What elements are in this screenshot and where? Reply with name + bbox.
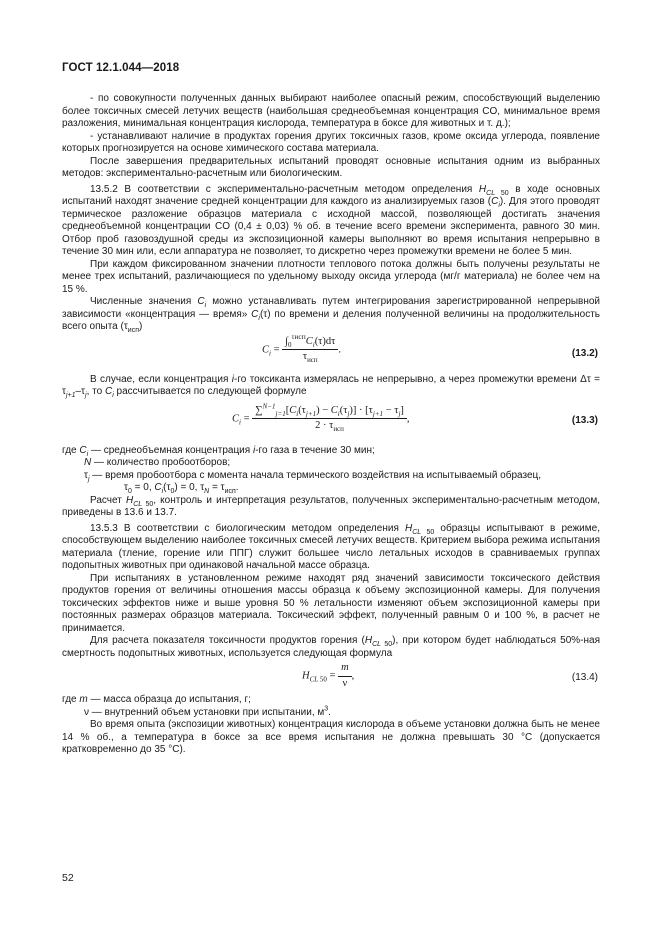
paragraph-hcl50: Для расчета показателя токсичности продуктов горения $(H_{CL 50})$, при котором будет наблюдаться 50%-ная смертность подопытных животных, используется следующая формула bbox=[62, 635, 600, 659]
def-v: ν — внутренний объем установки при испытании, $м^3$. bbox=[84, 705, 331, 718]
paragraph-3: После завершения предварительных испытаний проводят основные испытания одним из выбранных методов: экспериментально-расчетным или биологическим. bbox=[62, 155, 600, 179]
paragraph-13-5-2: 13.5.2 В соответствии с экспериментально-расчетным методом определения $H_{CL 50}$ в ходе основных испытаний находят значение средней концентрации для каждого из анализируемых газов $(C_i)$. Для этого проводят термическое разложение образцов материала с исходной массой, позволяющей достигать значения среднеобъемной концентрации CO (0,4 ± 0,03) % об. в течение всего времени эксперимента, равного 30 мин. Отбор проб газовоздушной среды из экспозиционной камеры выполняют во время испытания непрерывно в течение 30 мин или, если аппаратура не позволяет, то дискретно через промежутки времени не более 5 мин. bbox=[62, 183, 600, 257]
def-tau-conditions: $\tau_0 = 0$, $C_i(\tau_0) = 0$, $\tau_N = \tau_{исп}$. bbox=[124, 482, 239, 495]
def-tau: $\tau_j$ — время пробоотбора с момента начала термического воздействия на испытываемый образец, bbox=[84, 469, 542, 483]
paragraph-2: - устанавливают наличие в продуктах горения других токсичных газов, кроме оксида углерода, появление которых прогнозируется на основе химического состава материала. bbox=[62, 130, 600, 154]
paragraph-results: При каждом фиксированном значении плотности теплового потока должны быть получены результаты не менее трех испытаний, различающиеся по удельному выходу оксида углерода (мг/г материала) не более чем на 15 %. bbox=[62, 258, 600, 295]
formula-13-4: $H_{CL 50}$ = $\frac{m}{\nu}$ , (13.4) bbox=[302, 662, 598, 689]
formula-number-13-4: (13.4) bbox=[571, 672, 598, 683]
paragraph-1: - по совокупности полученных данных выбирают наиболее опасный режим, способствующий выделению более токсичных смесей летучих веществ (наибольшая среднеобъемная концентрация CO, минимальное время разложения, минимальная концентрация кислорода, температура в боксе для животных и т. д.); bbox=[62, 93, 600, 129]
definitions-13-4 bbox=[62, 694, 600, 719]
paragraph-calculation: Расчет $H_{CL 50}$, контроль и интерпретация результатов, полученных экспериментально-расчетным методом, приведены в 13.6 и 13.7. bbox=[62, 494, 601, 518]
paragraph-discrete: В случае, если концентрация i-го токсиканта измерялась не непрерывно, а через промежутки времени $\Delta\tau = \tau_{j+1}-\tau_j$, то $C_i$ рассчитывается по следующей формуле bbox=[62, 373, 600, 399]
formula-number-13-3: (13.3) bbox=[571, 414, 598, 426]
page-body bbox=[62, 93, 600, 757]
paragraph-numeric-values: Численные значения $C_i$ можно устанавливать путем интегрирования зарегистрированной непрерывной зависимости «концентрация — время» $C_i(\tau)$ по времени и деления полученной величины на продолжительность всего опыта $(\tau_{исп})$ bbox=[62, 296, 600, 334]
standard-header: ГОСТ 12.1.044—2018 bbox=[62, 62, 180, 74]
paragraph-13-5-3: 13.5.3 В соответствии с биологическим методом определения $H_{CL 50}$ образцы испытывают в режиме, способствующем выделению наиболее токсичных смесей летучих веществ. Критерием выбора режима испытания материала (тление, горение или ППГ) служит большее число летальных исходов в сравниваемых группах подопытных животных при одинаковой начальной массе образца. bbox=[62, 522, 600, 571]
definitions-13-3 bbox=[62, 445, 600, 495]
formula-number-13-2: (13.2) bbox=[571, 347, 598, 359]
formula-13-3: $C_i$ = $\frac{\sum^{N-1}_{j=1}[C_i(\tau_{j+1}) - C_i(\tau_j)] \cdot [\tau_{j+1} - \tau_j]}{2 \cdot \tau_{исп}}$ , (13.3) bbox=[232, 402, 598, 434]
paragraph-oxygen: Во время опыта (экспозиции животных) концентрация кислорода в объеме установки должна быть не менее 14 % об., а температура в боксе за все время испытания не должна превышать 30 °С (допускается кратковременно до 35 °С). bbox=[62, 719, 600, 755]
def-ci: где $C_i$ — среднеобъемная концентрация i-го газа в течение 30 мин; bbox=[62, 444, 375, 458]
paragraph-tests: При испытаниях в установленном режиме находят ряд значений зависимости токсического действия продуктов горения от величины отношения массы образца к объему экспозиционной камеры. Для получения токсических эффектов ниже и выше уровня 50 % летальности изменяют объем экспозиционной камеры при постоянных размерах образцов материала. Токсический эффект, полученный равным 0 и 100 %, в расчет не принимается. bbox=[62, 572, 600, 634]
page-number: 52 bbox=[62, 872, 74, 884]
def-n: N — количество пробоотборов; bbox=[84, 457, 231, 468]
def-m: где m — масса образца до испытания, г; bbox=[62, 694, 251, 705]
formula-13-2: $C_i$ = $\frac{\int_0^{\tau исп}C_i(\tau)d\tau}{\tau_{исп}}$ . (13.2) bbox=[262, 332, 598, 365]
